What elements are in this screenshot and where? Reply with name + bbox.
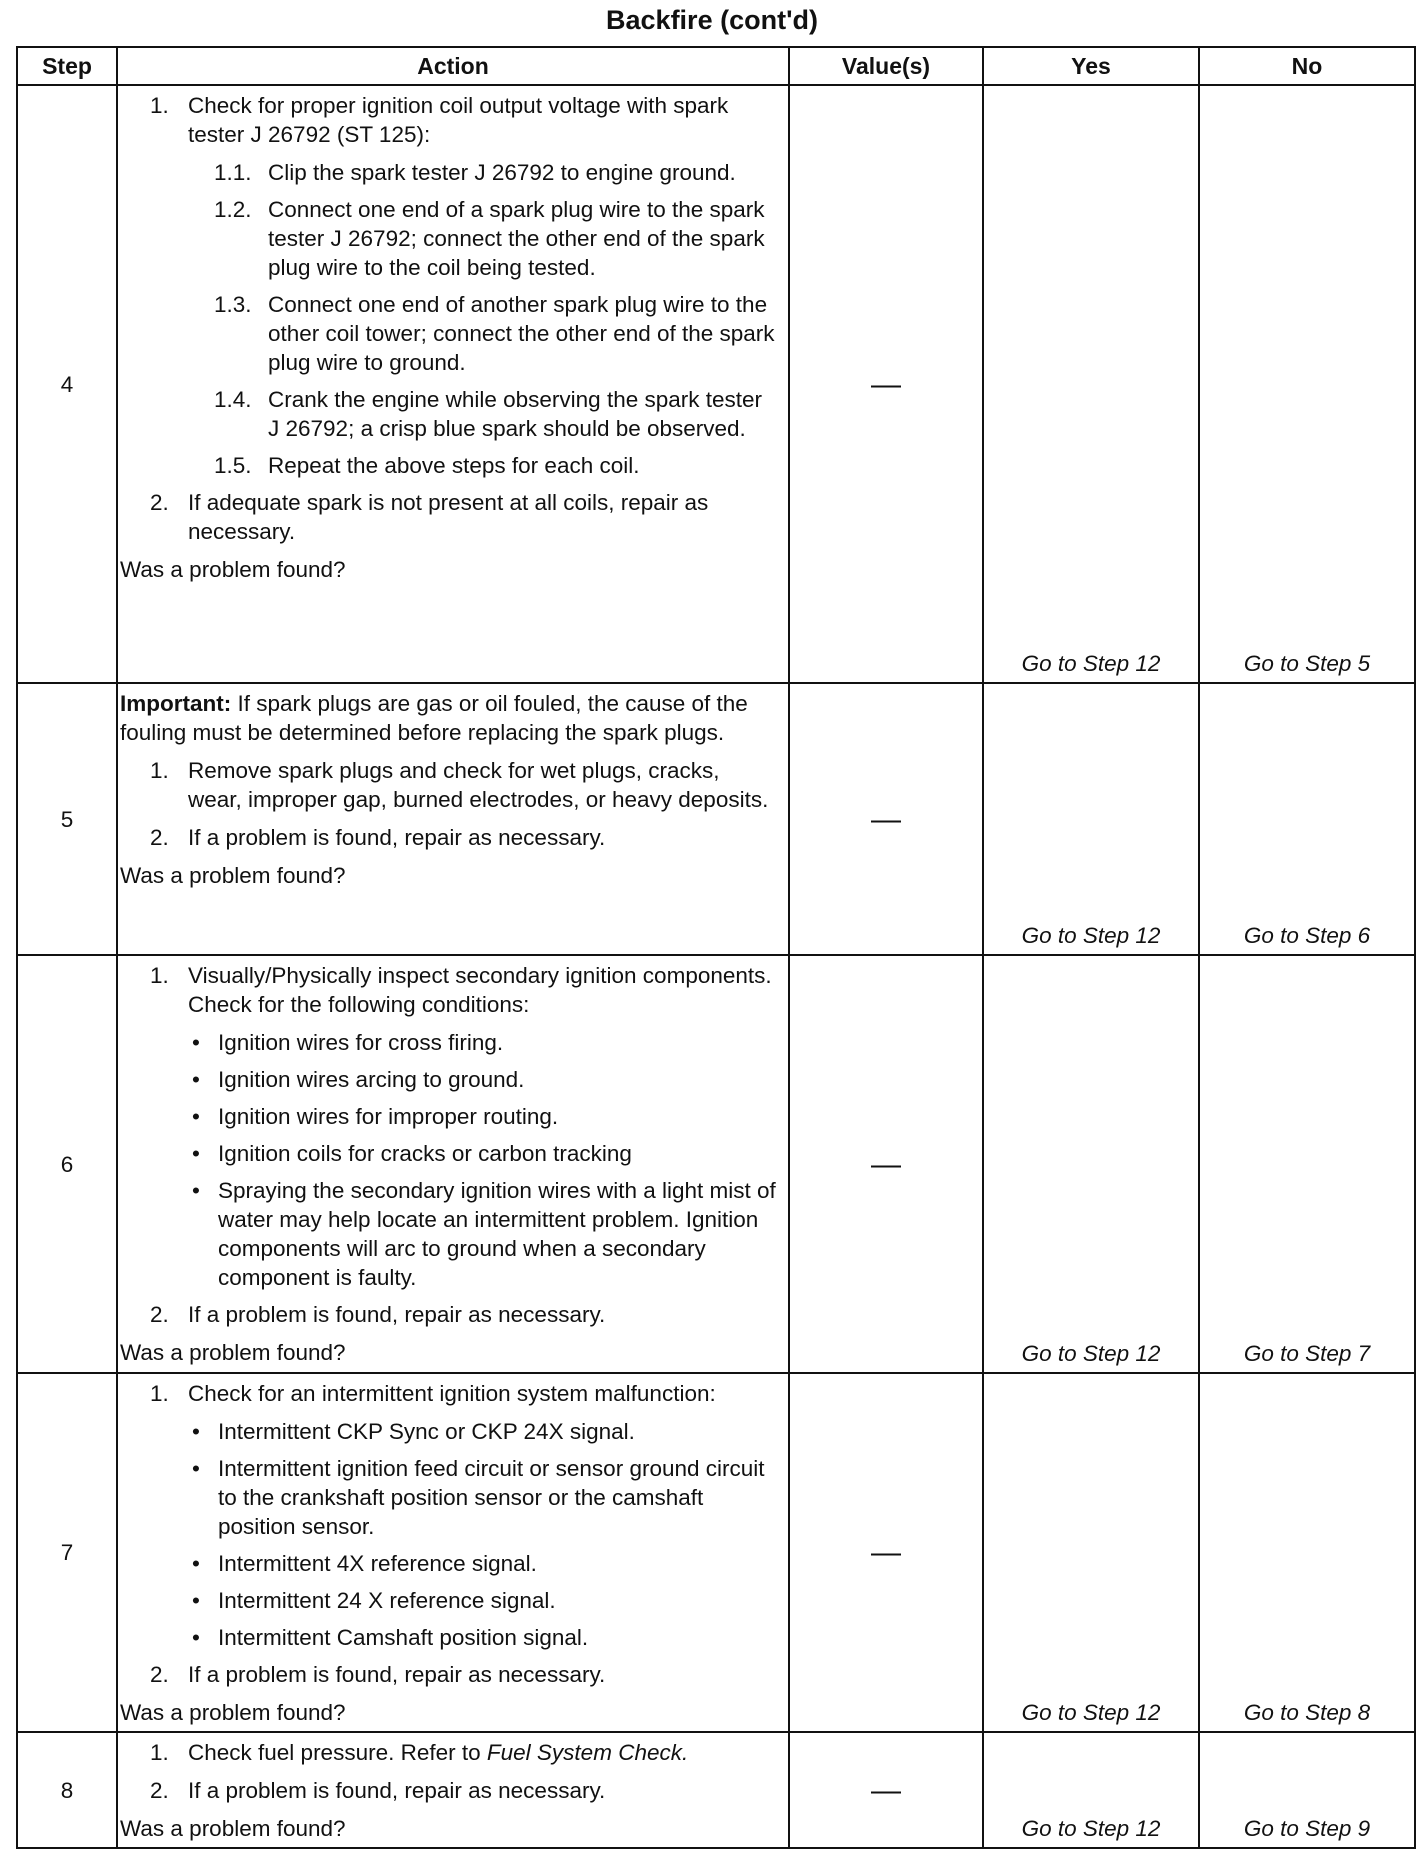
action-cell	[117, 1732, 789, 1848]
header-yes: Yes	[983, 47, 1199, 85]
step-number: 8	[17, 1732, 117, 1848]
item-text: If a problem is found, repair as necessary.	[188, 825, 606, 850]
list-item	[120, 1738, 778, 1767]
item-number: 1.	[150, 963, 169, 988]
table-row	[17, 1373, 1415, 1732]
item-number: 1.	[150, 758, 169, 783]
yes-result: Go to Step 12	[983, 1732, 1199, 1848]
step-number: 4	[17, 85, 117, 683]
sub-item-number: 1.4.	[214, 387, 252, 412]
bullet-text: Ignition wires for cross firing.	[218, 1030, 504, 1055]
list-item	[120, 91, 778, 149]
value-dash: —	[789, 955, 983, 1373]
step-number: 6	[17, 955, 117, 1373]
important-note	[120, 689, 778, 747]
sub-item	[120, 451, 778, 480]
diagnostic-table	[16, 46, 1416, 1849]
header-step: Step	[17, 47, 117, 85]
header-action: Action	[117, 47, 789, 85]
item-text: Check for an intermittent ignition system malfunction:	[188, 1381, 716, 1406]
item-number: 1.	[150, 1740, 169, 1765]
item-text: If a problem is found, repair as necessary.	[188, 1302, 606, 1327]
item-number: 1.	[150, 93, 169, 118]
item-number: 2.	[150, 1302, 169, 1327]
no-result: Go to Step 5	[1199, 85, 1415, 683]
sub-item-number: 1.1.	[214, 160, 252, 185]
value-dash: —	[789, 1732, 983, 1848]
sub-item-number: 1.3.	[214, 292, 252, 317]
item-number: 2.	[150, 1778, 169, 1803]
bullet-text: Intermittent CKP Sync or CKP 24X signal.	[218, 1419, 635, 1444]
item-text: Check for proper ignition coil output voltage with spark tester J 26792 (ST 125):	[188, 93, 729, 147]
bullet-text: Ignition wires arcing to ground.	[218, 1067, 525, 1092]
question-text: Was a problem found?	[120, 557, 346, 582]
list-item	[120, 756, 778, 814]
question-text: Was a problem found?	[120, 1816, 346, 1841]
list-item	[120, 1300, 778, 1329]
yes-result: Go to Step 12	[983, 85, 1199, 683]
bullet-icon: •	[192, 1030, 200, 1055]
yes-result: Go to Step 12	[983, 683, 1199, 955]
no-result: Go to Step 7	[1199, 955, 1415, 1373]
item-number: 1.	[150, 1381, 169, 1406]
bullet-text: Ignition coils for cracks or carbon tracking	[218, 1141, 632, 1166]
yes-result: Go to Step 12	[983, 1373, 1199, 1732]
action-cell	[117, 955, 789, 1373]
sub-item	[120, 158, 778, 187]
sub-item-text: Connect one end of a spark plug wire to the spark tester J 26792; connect the other end of the spark plug wire to the coil being tested.	[268, 197, 765, 280]
bullet-item	[120, 1065, 778, 1094]
no-result: Go to Step 6	[1199, 683, 1415, 955]
page-title: Backfire (cont'd)	[606, 5, 818, 35]
bullet-icon: •	[192, 1067, 200, 1092]
bullet-item	[120, 1549, 778, 1578]
sub-item-text: Connect one end of another spark plug wire to the other coil tower; connect the other end of the spark plug wire to ground.	[268, 292, 775, 375]
action-cell	[117, 1373, 789, 1732]
value-dash: —	[789, 683, 983, 955]
bullet-text: Intermittent ignition feed circuit or sensor ground circuit to the crankshaft position sensor or the camshaft position sensor.	[218, 1456, 765, 1539]
bullet-item	[120, 1139, 778, 1168]
important-label: Important:	[120, 691, 232, 716]
sub-item-number: 1.5.	[214, 453, 252, 478]
item-number: 2.	[150, 490, 169, 515]
item-text: If a problem is found, repair as necessary.	[188, 1778, 606, 1803]
step-number: 7	[17, 1373, 117, 1732]
yes-result: Go to Step 12	[983, 955, 1199, 1373]
table-row	[17, 955, 1415, 1373]
bullet-item	[120, 1417, 778, 1446]
bullet-icon: •	[192, 1104, 200, 1129]
question-text: Was a problem found?	[120, 1340, 346, 1365]
question-text: Was a problem found?	[120, 863, 346, 888]
header-no: No	[1199, 47, 1415, 85]
bullet-icon: •	[192, 1178, 200, 1203]
bullet-icon: •	[192, 1419, 200, 1444]
bullet-icon: •	[192, 1625, 200, 1650]
sub-item-number: 1.2.	[214, 197, 252, 222]
sub-item	[120, 385, 778, 443]
table-header-row	[17, 47, 1415, 85]
bullet-text: Intermittent 24 X reference signal.	[218, 1588, 556, 1613]
item-text: Check fuel pressure. Refer to	[188, 1740, 481, 1765]
list-item	[120, 488, 778, 546]
sub-item-text: Repeat the above steps for each coil.	[268, 453, 640, 478]
table-row	[17, 1732, 1415, 1848]
bullet-icon: •	[192, 1551, 200, 1576]
bullet-text: Intermittent Camshaft position signal.	[218, 1625, 589, 1650]
action-cell	[117, 85, 789, 683]
table-row	[17, 85, 1415, 683]
reference-link: Fuel System Check.	[486, 1740, 689, 1765]
question-text: Was a problem found?	[120, 1700, 346, 1725]
no-result: Go to Step 9	[1199, 1732, 1415, 1848]
bullet-item	[120, 1454, 778, 1541]
bullet-icon: •	[192, 1456, 200, 1481]
item-text: If adequate spark is not present at all coils, repair as necessary.	[188, 490, 709, 544]
bullet-icon: •	[192, 1588, 200, 1613]
list-item	[120, 1776, 778, 1805]
list-item	[120, 1660, 778, 1689]
sub-item	[120, 195, 778, 282]
bullet-text: Spraying the secondary ignition wires with a light mist of water may help locate an intermittent problem. Ignition components will arc to ground when a secondary component is faulty.	[218, 1178, 776, 1290]
sub-item-text: Clip the spark tester J 26792 to engine ground.	[268, 160, 736, 185]
bullet-icon: •	[192, 1141, 200, 1166]
step-number: 5	[17, 683, 117, 955]
item-text: If a problem is found, repair as necessary.	[188, 1662, 606, 1687]
table-row	[17, 683, 1415, 955]
important-text: If spark plugs are gas or oil fouled, the cause of the fouling must be determined before replacing the spark plugs.	[120, 691, 748, 745]
list-item	[120, 823, 778, 852]
sub-item-text: Crank the engine while observing the spark tester J 26792; a crisp blue spark should be observed.	[268, 387, 763, 441]
item-number: 2.	[150, 1662, 169, 1687]
bullet-item	[120, 1586, 778, 1615]
list-item	[120, 961, 778, 1019]
no-result: Go to Step 8	[1199, 1373, 1415, 1732]
header-values: Value(s)	[789, 47, 983, 85]
item-text: Remove spark plugs and check for wet plugs, cracks, wear, improper gap, burned electrodes, or heavy deposits.	[188, 758, 769, 812]
item-number: 2.	[150, 825, 169, 850]
action-cell	[117, 683, 789, 955]
value-dash: —	[789, 1373, 983, 1732]
bullet-text: Ignition wires for improper routing.	[218, 1104, 559, 1129]
list-item	[120, 1379, 778, 1408]
value-dash: —	[789, 85, 983, 683]
bullet-item	[120, 1028, 778, 1057]
bullet-text: Intermittent 4X reference signal.	[218, 1551, 537, 1576]
bullet-item	[120, 1623, 778, 1652]
bullet-item	[120, 1176, 778, 1292]
item-text: Visually/Physically inspect secondary ignition components. Check for the following conditions:	[188, 963, 772, 1017]
sub-item	[120, 290, 778, 377]
bullet-item	[120, 1102, 778, 1131]
